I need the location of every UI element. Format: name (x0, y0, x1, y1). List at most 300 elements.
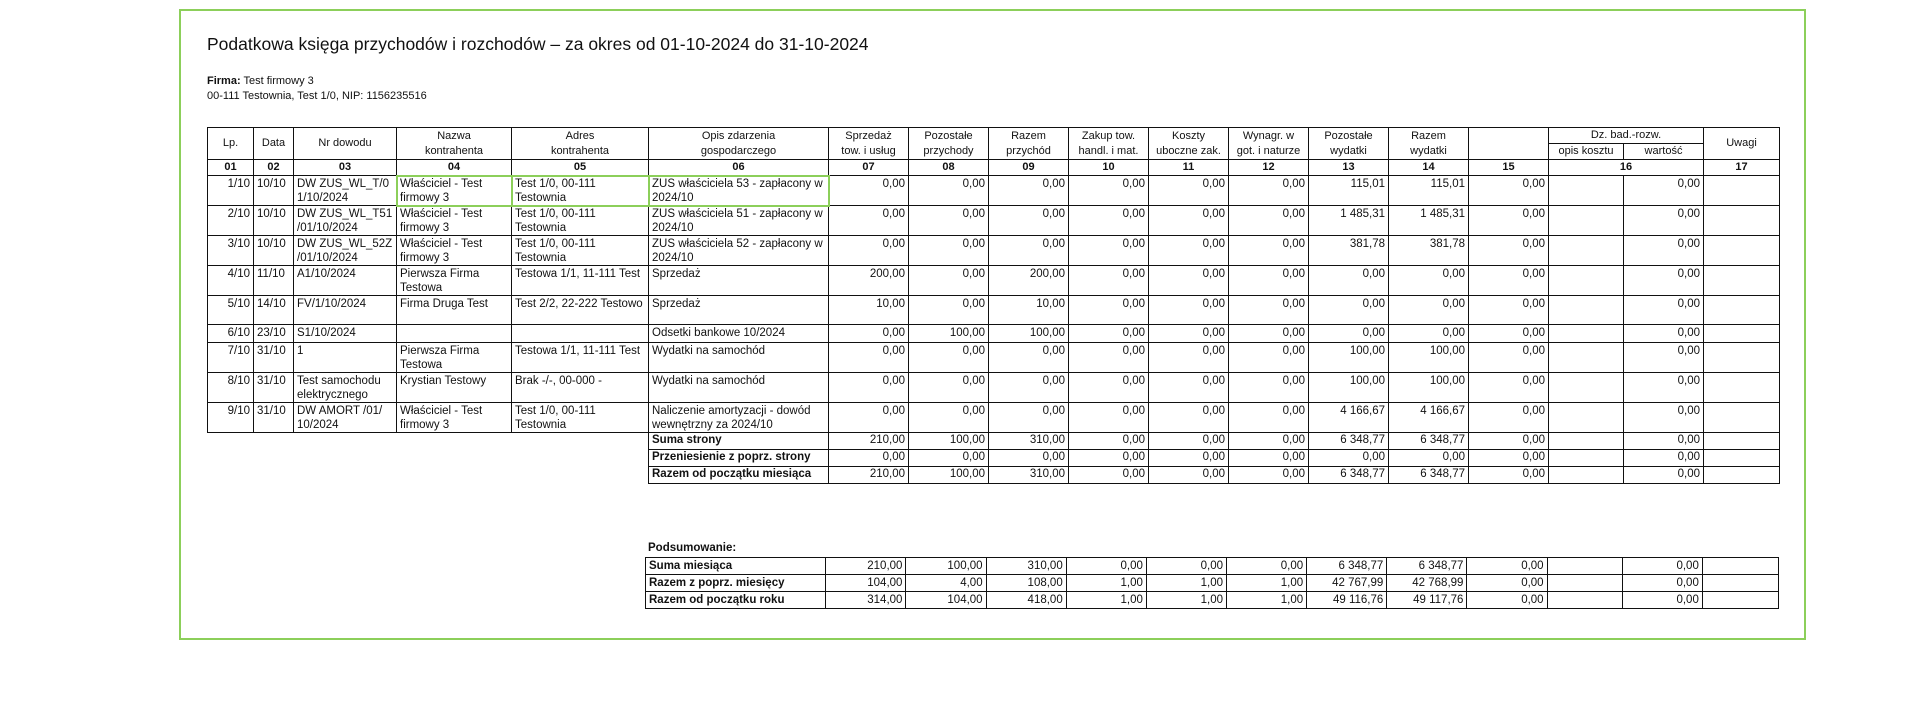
table-row[interactable] (208, 373, 1780, 403)
cell-value: 0,00 (1149, 206, 1229, 236)
cell-value: 0,00 (1624, 373, 1704, 403)
summary-value (1547, 558, 1622, 575)
cell-opis: Wydatki na samochód (649, 373, 829, 403)
sum-value: 210,00 (829, 433, 909, 450)
cell-nazwa: Krystian Testowy (397, 373, 512, 403)
cell-value: 0,00 (1389, 266, 1469, 296)
cell-uwagi (1704, 325, 1780, 343)
cell-nr: Test samochodu elektrycznego (294, 373, 397, 403)
summary-value: 104,00 (906, 592, 986, 609)
cell-value: 1 485,31 (1389, 206, 1469, 236)
cell-nazwa (397, 325, 512, 343)
header-line: Opis zdarzenia (701, 129, 776, 142)
header-num: 11 (1149, 160, 1229, 176)
header-nr: Nr dowodu (294, 128, 397, 160)
cell-uwagi (1704, 236, 1780, 266)
cell-value (1549, 236, 1624, 266)
summary-value: 314,00 (826, 592, 906, 609)
cell-lp: 7/10 (208, 343, 254, 373)
summary-value: 1,00 (1146, 575, 1226, 592)
cell-nazwa: Właściciel - Test firmowy 3 (397, 176, 512, 206)
sum-value: 310,00 (989, 467, 1069, 484)
sum-value (1549, 433, 1624, 450)
cell-value: 0,00 (1229, 373, 1309, 403)
cell-value: 0,00 (1309, 325, 1389, 343)
cell-value: 200,00 (989, 266, 1069, 296)
sum-uwagi (1704, 450, 1780, 467)
cell-value: 0,00 (829, 373, 909, 403)
summary-value: 0,00 (1622, 592, 1702, 609)
cell-uwagi (1704, 296, 1780, 325)
summary-value: 108,00 (986, 575, 1066, 592)
header-c15 (1469, 128, 1549, 160)
cell-value: 0,00 (1149, 176, 1229, 206)
cell-value: 0,00 (989, 373, 1069, 403)
header-sprz (829, 128, 909, 160)
cell-value: 0,00 (989, 206, 1069, 236)
cell-value: 0,00 (1069, 296, 1149, 325)
header-zak (1069, 128, 1149, 160)
cell-value (1549, 403, 1624, 433)
cell-value: 0,00 (989, 236, 1069, 266)
summary-value: 0,00 (1066, 558, 1146, 575)
header-line: Koszty (1171, 129, 1205, 142)
cell-value: 0,00 (1229, 325, 1309, 343)
cell-nazwa: Właściciel - Test firmowy 3 (397, 403, 512, 433)
sum-label: Razem od początku miesiąca (649, 467, 829, 484)
cell-value: 0,00 (1229, 206, 1309, 236)
cell-lp: 2/10 (208, 206, 254, 236)
cell-value: 0,00 (909, 176, 989, 206)
cell-value: 0,00 (1624, 325, 1704, 343)
header-num: 08 (909, 160, 989, 176)
cell-nr: 1 (294, 343, 397, 373)
cell-value: 0,00 (1149, 296, 1229, 325)
table-row[interactable] (208, 206, 1780, 236)
cell-value: 0,00 (829, 206, 909, 236)
header-line: handl. i mat. (1078, 144, 1139, 157)
summary-uwagi (1702, 575, 1778, 592)
table-row[interactable] (208, 403, 1780, 433)
firm-label: Firma: (207, 75, 241, 87)
cell-uwagi (1704, 373, 1780, 403)
cell-data: 23/10 (254, 325, 294, 343)
cell-value: 0,00 (1149, 373, 1229, 403)
sum-value: 0,00 (1149, 467, 1229, 484)
cell-data: 31/10 (254, 373, 294, 403)
summary-row-label: Suma miesiąca (646, 558, 826, 575)
blank-cell (208, 433, 649, 450)
summary-value (1547, 592, 1622, 609)
cell-value: 0,00 (829, 176, 909, 206)
cell-opis: Sprzedaż (649, 296, 829, 325)
cell-value: 0,00 (1469, 236, 1549, 266)
sum-value: 210,00 (829, 467, 909, 484)
cell-lp: 8/10 (208, 373, 254, 403)
header-num: 07 (829, 160, 909, 176)
cell-value: 0,00 (829, 236, 909, 266)
cell-value: 0,00 (1624, 236, 1704, 266)
cell-value: 0,00 (1389, 296, 1469, 325)
summary-table (645, 557, 1779, 609)
summary-label: Podsumowanie: (648, 542, 737, 554)
cell-value: 0,00 (1469, 206, 1549, 236)
header-razp (989, 128, 1069, 160)
header-line: kontrahenta (550, 144, 610, 157)
cell-data: 31/10 (254, 343, 294, 373)
summary-value: 49 116,76 (1307, 592, 1387, 609)
cell-value (1549, 176, 1624, 206)
header-num: 13 (1309, 160, 1389, 176)
sum-label: Suma strony (649, 433, 829, 450)
cell-value: 0,00 (1229, 296, 1309, 325)
cell-value: 381,78 (1389, 236, 1469, 266)
table-row[interactable] (208, 296, 1780, 325)
cell-value: 1 485,31 (1309, 206, 1389, 236)
table-row[interactable] (208, 325, 1780, 343)
cell-value: 4 166,67 (1309, 403, 1389, 433)
header-pozp (909, 128, 989, 160)
cell-value: 0,00 (1229, 176, 1309, 206)
firm-address: 00-111 Testownia, Test 1/0, NIP: 1156235516 (207, 90, 427, 102)
table-row[interactable] (208, 343, 1780, 373)
summary-value (1547, 575, 1622, 592)
summary-value: 0,00 (1622, 575, 1702, 592)
header-line: Nazwa (437, 129, 471, 142)
cell-value: 200,00 (829, 266, 909, 296)
cell-value: 381,78 (1309, 236, 1389, 266)
cell-uwagi (1704, 403, 1780, 433)
header-line: gospodarczego (700, 144, 777, 157)
cell-value: 0,00 (1469, 403, 1549, 433)
cell-adres: Test 2/2, 22-222 Testowo (512, 296, 649, 325)
cell-data: 31/10 (254, 403, 294, 433)
cell-value: 0,00 (1469, 266, 1549, 296)
summary-value: 0,00 (1227, 558, 1307, 575)
cell-nazwa: Właściciel - Test firmowy 3 (397, 236, 512, 266)
cell-value: 0,00 (829, 403, 909, 433)
cell-value: 0,00 (1229, 266, 1309, 296)
sum-value: 0,00 (1229, 467, 1309, 484)
summary-value: 1,00 (1227, 575, 1307, 592)
summary-value: 100,00 (906, 558, 986, 575)
cell-adres: Testowa 1/1, 11-111 Test (512, 266, 649, 296)
cell-adres: Test 1/0, 00-111 Testownia (512, 176, 649, 206)
summary-value: 0,00 (1467, 575, 1547, 592)
firm-name-line (207, 74, 427, 89)
cell-nr: A1/10/2024 (294, 266, 397, 296)
cell-value: 0,00 (1469, 176, 1549, 206)
sum-value: 100,00 (909, 467, 989, 484)
cell-adres: Test 1/0, 00-111 Testownia (512, 206, 649, 236)
cell-value: 0,00 (1069, 236, 1149, 266)
cell-value: 10,00 (829, 296, 909, 325)
header-num: 09 (989, 160, 1069, 176)
summary-value: 4,00 (906, 575, 986, 592)
cell-uwagi (1704, 343, 1780, 373)
header-opis (649, 128, 829, 160)
cell-adres (512, 325, 649, 343)
cell-value: 100,00 (1309, 373, 1389, 403)
firm-name: Test firmowy 3 (243, 75, 314, 87)
sum-value: 6 348,77 (1309, 467, 1389, 484)
cell-value: 0,00 (1149, 236, 1229, 266)
cell-value: 0,00 (989, 343, 1069, 373)
cell-value: 0,00 (1069, 373, 1149, 403)
cell-value: 0,00 (909, 236, 989, 266)
cell-nr: FV/1/10/2024 (294, 296, 397, 325)
cell-opis: ZUS właściciela 51 - zapłacony w 2024/10 (649, 206, 829, 236)
cell-value: 0,00 (1069, 343, 1149, 373)
cell-value: 0,00 (1069, 266, 1149, 296)
summary-value: 1,00 (1227, 592, 1307, 609)
sum-value: 0,00 (1309, 450, 1389, 467)
page-sum-row (208, 433, 1780, 450)
header-num: 01 (208, 160, 254, 176)
cell-value: 0,00 (909, 266, 989, 296)
header-line: Razem (1411, 129, 1446, 142)
cell-value: 0,00 (1624, 296, 1704, 325)
header-dz-sub: wartość (1624, 144, 1704, 160)
page-sum-row (208, 467, 1780, 484)
cell-value: 0,00 (1069, 206, 1149, 236)
sum-value: 0,00 (1469, 467, 1549, 484)
sum-value: 0,00 (1624, 450, 1704, 467)
cell-nazwa: Właściciel - Test firmowy 3 (397, 206, 512, 236)
sum-value: 0,00 (1229, 450, 1309, 467)
cell-value: 10,00 (989, 296, 1069, 325)
cell-value: 0,00 (1469, 325, 1549, 343)
header-num: 03 (294, 160, 397, 176)
summary-row-label: Razem od początku roku (646, 592, 826, 609)
cell-value: 0,00 (1624, 403, 1704, 433)
summary-row-label: Razem z poprz. miesięcy (646, 575, 826, 592)
cell-nr: S1/10/2024 (294, 325, 397, 343)
sum-value (1549, 467, 1624, 484)
cell-opis: Odsetki bankowe 10/2024 (649, 325, 829, 343)
summary-value: 0,00 (1467, 558, 1547, 575)
summary-value: 1,00 (1066, 592, 1146, 609)
header-data: Data (254, 128, 294, 160)
cell-value: 0,00 (1069, 403, 1149, 433)
cell-uwagi (1704, 176, 1780, 206)
header-num: 04 (397, 160, 512, 176)
summary-row (646, 575, 1779, 592)
cell-opis: ZUS właściciela 53 - zapłacony w 2024/10 (649, 176, 829, 206)
cell-value: 0,00 (909, 206, 989, 236)
cell-value: 0,00 (1069, 325, 1149, 343)
cell-nazwa: Firma Druga Test (397, 296, 512, 325)
header-num: 16 (1549, 160, 1704, 176)
cell-value: 0,00 (1469, 343, 1549, 373)
cell-nazwa: Pierwsza Firma Testowa (397, 266, 512, 296)
header-line: Wynagr. w (1242, 129, 1295, 142)
cell-nr: DW ZUS_WL_T51 /01/10/2024 (294, 206, 397, 236)
summary-value: 42 768,99 (1387, 575, 1467, 592)
cell-uwagi (1704, 206, 1780, 236)
table-row[interactable] (208, 176, 1780, 206)
firm-info (207, 74, 427, 104)
summary-value: 6 348,77 (1387, 558, 1467, 575)
ledger-table (207, 127, 1780, 484)
cell-value: 100,00 (989, 325, 1069, 343)
cell-opis: Naliczenie amortyzacji - dowód wewnętrzny za 2024/10 (649, 403, 829, 433)
header-line: Pozostałe (924, 129, 973, 142)
sum-value: 6 348,77 (1389, 433, 1469, 450)
summary-value: 1,00 (1066, 575, 1146, 592)
sum-value: 0,00 (1069, 433, 1149, 450)
cell-value: 0,00 (989, 403, 1069, 433)
header-nazwa (397, 128, 512, 160)
cell-value: 0,00 (1149, 403, 1229, 433)
cell-value (1549, 325, 1624, 343)
cell-value: 0,00 (1229, 403, 1309, 433)
header-num: 02 (254, 160, 294, 176)
summary-value: 210,00 (826, 558, 906, 575)
sum-value: 0,00 (1624, 433, 1704, 450)
header-razw (1389, 128, 1469, 160)
sum-value: 0,00 (1149, 450, 1229, 467)
cell-opis: ZUS właściciela 52 - zapłacony w 2024/10 (649, 236, 829, 266)
header-line: Zakup tow. (1081, 129, 1136, 142)
summary-value: 1,00 (1146, 592, 1226, 609)
cell-value: 0,00 (1069, 176, 1149, 206)
header-uwagi: Uwagi (1704, 128, 1780, 160)
cell-value: 0,00 (909, 343, 989, 373)
cell-lp: 4/10 (208, 266, 254, 296)
table-row[interactable] (208, 266, 1780, 296)
cell-value: 0,00 (1624, 176, 1704, 206)
cell-adres: Test 1/0, 00-111 Testownia (512, 403, 649, 433)
cell-value: 0,00 (909, 296, 989, 325)
cell-value: 0,00 (829, 325, 909, 343)
header-line: tow. i usług (841, 144, 896, 157)
cell-lp: 6/10 (208, 325, 254, 343)
summary-value: 6 348,77 (1307, 558, 1387, 575)
sum-value: 0,00 (1069, 467, 1149, 484)
cell-value: 0,00 (1469, 296, 1549, 325)
cell-value: 0,00 (1469, 373, 1549, 403)
cell-nr: DW ZUS_WL_T/0 1/10/2024 (294, 176, 397, 206)
cell-value: 0,00 (829, 343, 909, 373)
sum-value: 0,00 (1229, 433, 1309, 450)
header-dz-sub: opis kosztu (1549, 144, 1624, 160)
cell-value: 0,00 (1624, 206, 1704, 236)
cell-data: 10/10 (254, 236, 294, 266)
sum-value: 0,00 (1469, 433, 1549, 450)
page-title: Podatkowa księga przychodów i rozchodów – za okres od 01-10-2024 do 31-10-2024 (207, 34, 869, 54)
cell-opis: Wydatki na samochód (649, 343, 829, 373)
sum-label: Przeniesienie z poprz. strony (649, 450, 829, 467)
header-num: 06 (649, 160, 829, 176)
sum-value: 0,00 (1069, 450, 1149, 467)
summary-value: 418,00 (986, 592, 1066, 609)
cell-value: 0,00 (1149, 325, 1229, 343)
cell-data: 14/10 (254, 296, 294, 325)
sum-value: 0,00 (1389, 450, 1469, 467)
cell-value: 0,00 (1229, 343, 1309, 373)
sum-value (1549, 450, 1624, 467)
cell-value: 0,00 (1389, 325, 1469, 343)
header-line: przychód (1006, 144, 1051, 157)
cell-value: 0,00 (1229, 236, 1309, 266)
header-line: uboczne zak. (1156, 144, 1221, 157)
header-line: Adres (565, 129, 595, 142)
header-line: got. i naturze (1236, 144, 1301, 157)
summary-value: 0,00 (1622, 558, 1702, 575)
summary-value: 49 117,76 (1387, 592, 1467, 609)
header-adres (512, 128, 649, 160)
cell-value: 0,00 (909, 403, 989, 433)
cell-value: 100,00 (1309, 343, 1389, 373)
header-num: 15 (1469, 160, 1549, 176)
header-line: kontrahenta (424, 144, 484, 157)
summary-value: 0,00 (1146, 558, 1226, 575)
sum-value: 0,00 (1149, 433, 1229, 450)
sum-value: 0,00 (989, 450, 1069, 467)
cell-value (1549, 206, 1624, 236)
cell-value (1549, 343, 1624, 373)
sum-value: 310,00 (989, 433, 1069, 450)
cell-value: 0,00 (1309, 266, 1389, 296)
cell-value: 4 166,67 (1389, 403, 1469, 433)
cell-data: 10/10 (254, 206, 294, 236)
header-lp: Lp. (208, 128, 254, 160)
sum-uwagi (1704, 433, 1780, 450)
cell-data: 10/10 (254, 176, 294, 206)
cell-adres: Testowa 1/1, 11-111 Test (512, 343, 649, 373)
sum-value: 6 348,77 (1309, 433, 1389, 450)
cell-value: 100,00 (1389, 373, 1469, 403)
header-line: wydatki (1330, 144, 1367, 157)
cell-value: 0,00 (1149, 343, 1229, 373)
header-line: wydatki (1410, 144, 1447, 157)
blank-cell (208, 450, 649, 467)
cell-adres: Brak -/-, 00-000 - (512, 373, 649, 403)
header-num: 05 (512, 160, 649, 176)
sum-value: 0,00 (1469, 450, 1549, 467)
cell-value: 0,00 (1624, 266, 1704, 296)
sum-value: 100,00 (909, 433, 989, 450)
header-line: Pozostałe (1324, 129, 1373, 142)
page-sum-row (208, 450, 1780, 467)
sum-value: 0,00 (1624, 467, 1704, 484)
header-dz: Dz. bad.-rozw. (1549, 128, 1704, 144)
cell-nr: DW AMORT /01/ 10/2024 (294, 403, 397, 433)
table-row[interactable] (208, 236, 1780, 266)
header-num: 14 (1389, 160, 1469, 176)
summary-value: 310,00 (986, 558, 1066, 575)
summary-row (646, 592, 1779, 609)
header-wyn (1229, 128, 1309, 160)
cell-value: 0,00 (989, 176, 1069, 206)
sum-uwagi (1704, 467, 1780, 484)
cell-adres: Test 1/0, 00-111 Testownia (512, 236, 649, 266)
cell-value: 115,01 (1389, 176, 1469, 206)
cell-lp: 5/10 (208, 296, 254, 325)
sum-value: 6 348,77 (1389, 467, 1469, 484)
header-num: 10 (1069, 160, 1149, 176)
cell-lp: 1/10 (208, 176, 254, 206)
sum-value: 0,00 (909, 450, 989, 467)
header-num: 12 (1229, 160, 1309, 176)
header-pozw (1309, 128, 1389, 160)
cell-opis: Sprzedaż (649, 266, 829, 296)
blank-cell (208, 467, 649, 484)
sum-value: 0,00 (829, 450, 909, 467)
header-line: Sprzedaż (845, 129, 892, 142)
cell-value: 0,00 (1149, 266, 1229, 296)
